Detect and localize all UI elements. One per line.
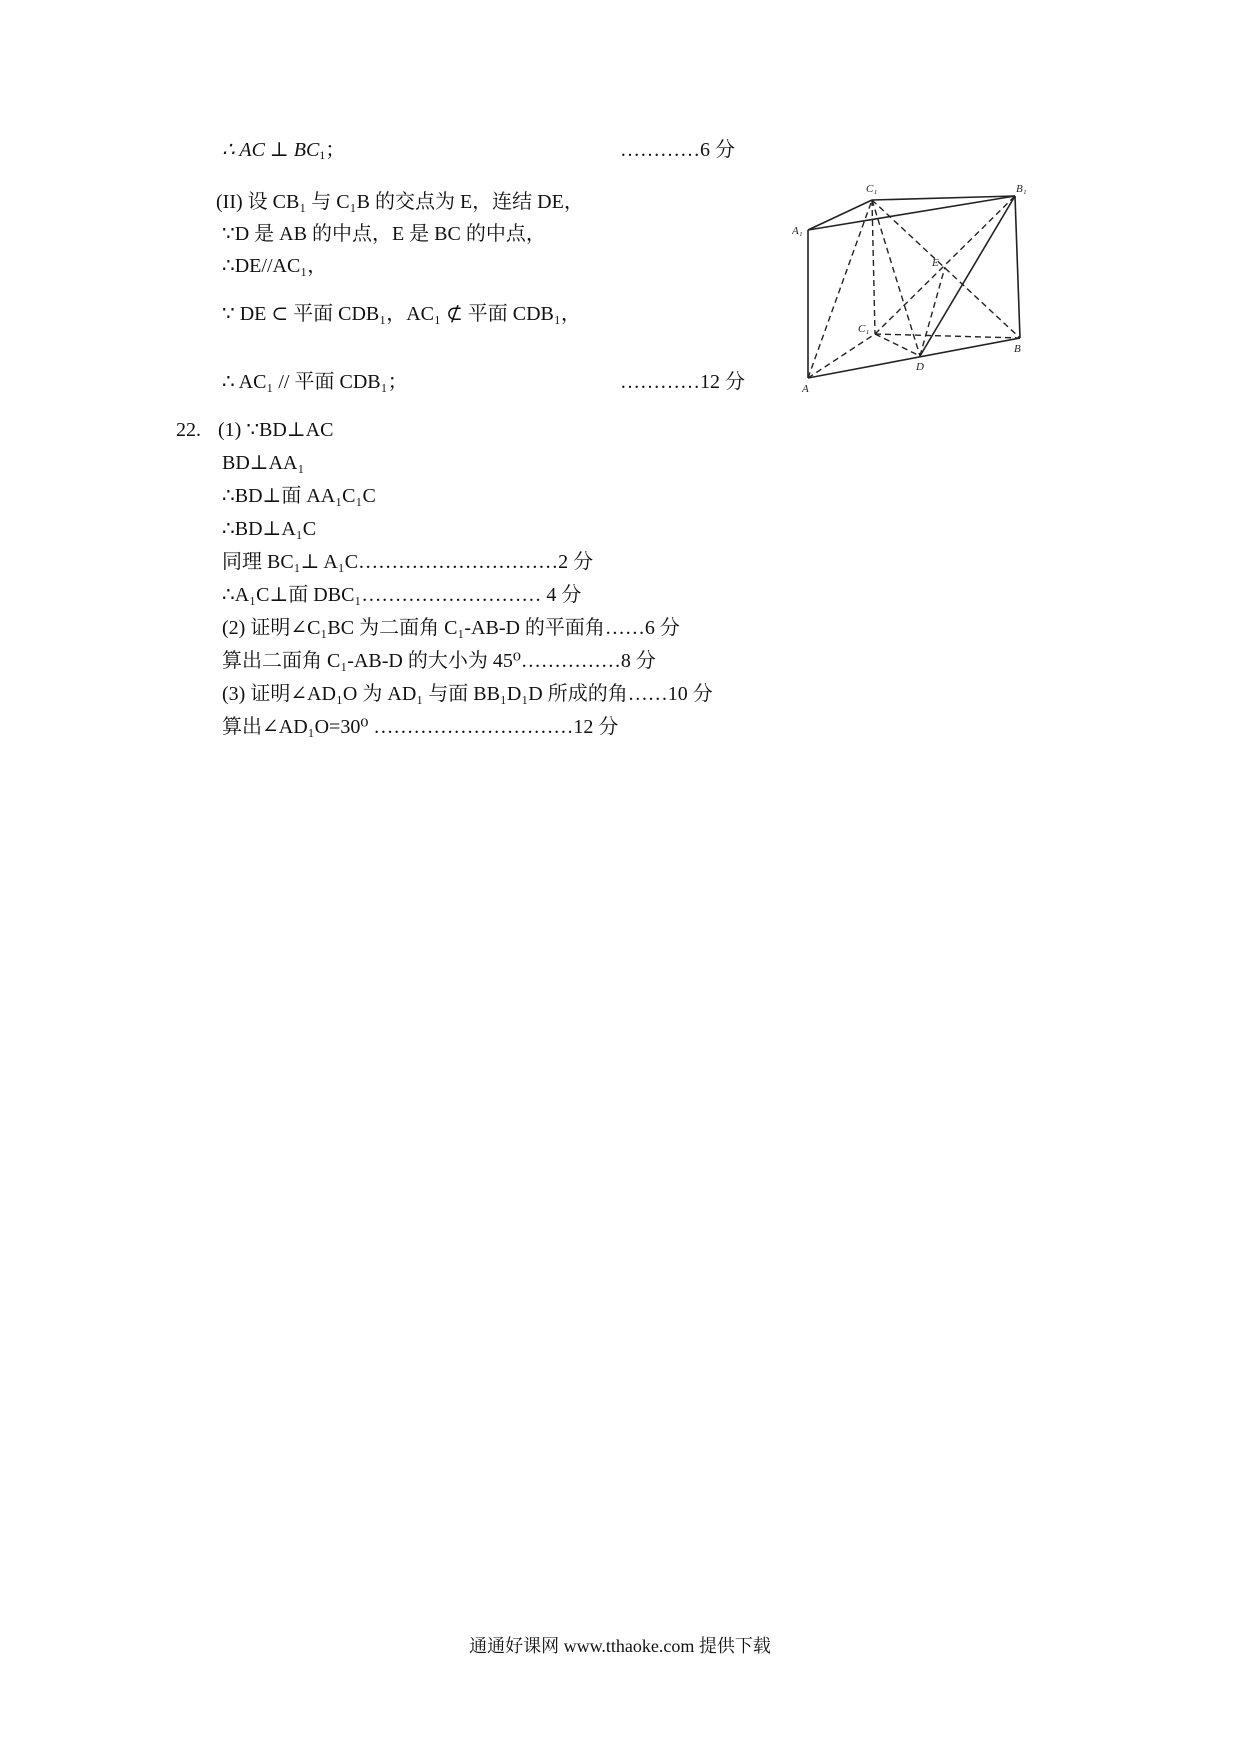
prism-figure: [792, 176, 1032, 396]
q22-line-9: 算出∠AD₁O=30⁰ …………………………12 分: [222, 716, 619, 738]
conclusion-end: ；: [325, 139, 346, 161]
label-b: B: [1014, 343, 1021, 355]
score-6: …………6 分: [620, 139, 735, 161]
q22-line-7: 算出二面角 C₁-AB-D 的大小为 45⁰……………8 分: [222, 650, 656, 672]
q22-line-4: 同理 BC₁⊥ A₁C…………………………2 分: [222, 551, 594, 573]
conclusion-line: [222, 138, 345, 167]
label-a: A: [802, 383, 809, 395]
conclusion-text: ∴ AC ⊥ BC: [222, 139, 320, 161]
q22-line-2: ∴BD⊥面 AA₁C₁C: [222, 485, 376, 507]
label-b1: B₁: [1016, 183, 1027, 195]
conclusion-subscript: 1: [319, 148, 326, 162]
label-c1-top: C₁: [866, 183, 878, 195]
edge-a1-b1: [808, 196, 1015, 230]
label-e: E: [932, 257, 939, 269]
edge-c1-d: [872, 200, 920, 356]
label-c: C₁: [858, 323, 870, 335]
edge-b1-b: [1015, 196, 1020, 338]
part2-line3: ∴DE//AC₁，: [222, 255, 328, 277]
edge-d-e: [920, 267, 945, 356]
score-12-part2: …………12 分: [620, 371, 745, 393]
q22-line-5: ∴A₁C⊥面 DBC₁……………………… 4 分: [222, 584, 582, 606]
part2-line2: ∵D 是 AB 的中点，E 是 BC 的中点，: [222, 223, 546, 245]
part2-line1: (II) 设 CB₁ 与 C₁B 的交点为 E，连结 DE，: [216, 191, 584, 213]
label-d: D: [916, 361, 924, 373]
edge-c1-c: [872, 200, 875, 334]
q22-number: 22.: [176, 419, 201, 441]
edge-c-b: [875, 334, 1020, 338]
edge-a-b: [808, 338, 1020, 378]
edge-c-d: [875, 334, 920, 356]
q22-line-1: BD⊥AA₁: [222, 452, 305, 474]
q22-line-3: ∴BD⊥A₁C: [222, 518, 317, 540]
edge-c1-b: [872, 200, 1020, 338]
q22-line-6: (2) 证明∠C₁BC 为二面角 C₁-AB-D 的平面角……6 分: [222, 617, 680, 639]
part2-line5: ∴ AC₁ // 平面 CDB₁；: [222, 371, 408, 393]
part2-line4: ∵ DE ⊂ 平面 CDB₁，AC₁ ⊄ 平面 CDB₁，: [222, 303, 581, 325]
label-a1: A₁: [792, 225, 803, 237]
q22-line-0: (1) ∵BD⊥AC: [218, 419, 334, 441]
footer-text: 通通好课网 www.tthaoke.com 提供下载: [469, 1636, 771, 1656]
q22-line-8: (3) 证明∠AD₁O 为 AD₁ 与面 BB₁D₁D 所成的角……10 分: [222, 683, 713, 705]
edge-a-c1: [808, 200, 872, 378]
